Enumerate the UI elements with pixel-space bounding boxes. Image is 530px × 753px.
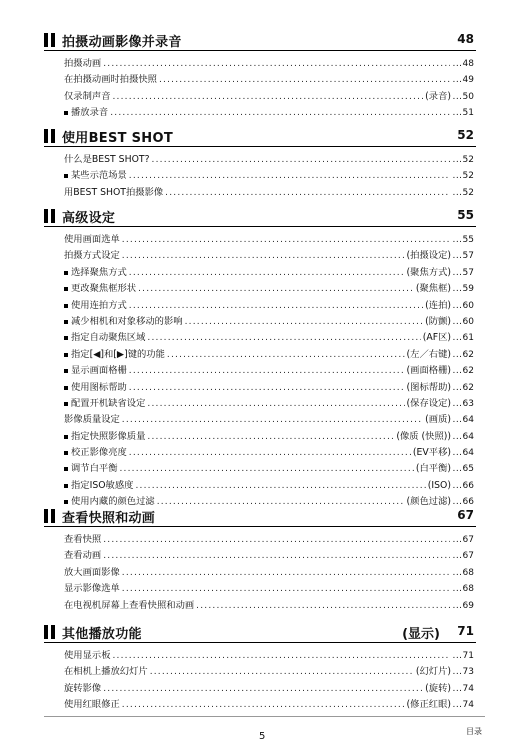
entry-title: 使用图标帮助: [71, 381, 127, 393]
dot-leader: [152, 152, 450, 168]
toc-entry[interactable]: [44, 681, 476, 697]
toc-entry[interactable]: [44, 548, 476, 564]
footer-label: 目录: [466, 727, 482, 736]
entry-page-number: ... 60: [452, 314, 474, 330]
menu-setting-tag: (拍摄设定): [406, 250, 451, 262]
square-bullet-icon: [64, 451, 68, 455]
entry-title: 使用红眼修正: [64, 699, 120, 711]
entry-title: 在电视机屏幕上查看快照和动画: [64, 599, 195, 611]
entry-page-number: ... 61: [452, 330, 474, 346]
entry-page-number: ... 48: [452, 56, 474, 72]
entry-title: 使用连拍方式: [71, 299, 127, 311]
section-marker-icon: [44, 209, 57, 223]
toc-entry[interactable]: [44, 185, 476, 201]
section-page-number[interactable]: 48: [457, 32, 474, 46]
menu-setting-tag: (幻灯片): [415, 666, 451, 678]
menu-setting-tag: (AF区): [422, 332, 451, 344]
dot-leader: [129, 380, 405, 396]
dot-leader: [129, 168, 450, 184]
square-bullet-icon: [64, 369, 68, 373]
dot-leader: [135, 478, 425, 494]
dot-leader: [147, 396, 404, 412]
entry-page-number: ... 66: [452, 494, 474, 510]
dot-leader: [129, 265, 405, 281]
entry-page-number: ... 68: [452, 581, 474, 597]
dot-leader: [122, 581, 450, 597]
toc-entry[interactable]: [44, 664, 476, 680]
section-page-number[interactable]: 52: [457, 128, 474, 142]
entry-title: 使用内藏的颜色过滤: [71, 496, 155, 508]
square-bullet-icon: [64, 484, 68, 488]
section-heading: [44, 622, 476, 643]
entry-page-number: ... 52: [452, 152, 474, 168]
dot-leader: [167, 347, 405, 363]
toc-subentry[interactable]: [44, 330, 476, 346]
section-page-number[interactable]: 71: [457, 624, 474, 638]
square-bullet-icon: [64, 435, 68, 439]
toc-entry[interactable]: [44, 648, 476, 664]
entry-page-number: ... 51: [452, 105, 474, 121]
toc-subentry[interactable]: [44, 363, 476, 379]
menu-setting-tag: (画面格栅): [406, 365, 451, 377]
square-bullet-icon: [64, 386, 68, 390]
square-bullet-icon: [64, 111, 68, 115]
entry-page-number: ... 57: [452, 248, 474, 264]
toc-entry[interactable]: [44, 56, 476, 72]
dot-leader: [122, 232, 450, 248]
entry-page-number: ... 64: [452, 412, 474, 428]
section-marker-icon: [44, 129, 57, 143]
section-page-number[interactable]: 67: [457, 508, 474, 522]
entry-title: 仅录制声音: [64, 90, 111, 102]
entry-page-number: ... 74: [452, 697, 474, 713]
dot-leader: [103, 56, 450, 72]
entry-title: 什么是BEST SHOT?: [64, 154, 150, 165]
entry-title: 查看动画: [64, 550, 102, 562]
entry-page-number: ... 62: [452, 347, 474, 363]
dot-leader: [113, 89, 424, 105]
toc-entry[interactable]: [44, 581, 476, 597]
section-heading: [44, 30, 476, 51]
square-bullet-icon: [64, 467, 68, 471]
menu-setting-tag: (图标帮助): [406, 381, 451, 393]
entry-title: 指定[◀]和[▶]键的功能: [71, 348, 165, 360]
section-heading: [44, 206, 476, 227]
dot-leader: [150, 664, 414, 680]
toc-section: [44, 30, 476, 122]
section-title[interactable]: 使用BEST SHOT: [62, 131, 174, 146]
toc-subentry[interactable]: [44, 347, 476, 363]
menu-setting-tag: (聚焦方式): [406, 266, 451, 278]
entry-page-number: ... 62: [452, 363, 474, 379]
entry-title: 配置开机缺省设定: [71, 397, 146, 409]
entry-page-number: ... 71: [452, 648, 474, 664]
dot-leader: [129, 298, 423, 314]
section-title[interactable]: 拍摄动画影像并录音: [62, 35, 182, 50]
entry-title: 在相机上播放幻灯片: [64, 666, 148, 678]
entry-title: 旋转影像: [64, 682, 102, 694]
entry-page-number: ... 63: [452, 396, 474, 412]
entry-title: 拍摄方式设定: [64, 250, 120, 262]
entry-title: 更改聚焦框形状: [71, 283, 137, 295]
entry-title: 指定快照影像质量: [71, 430, 146, 442]
menu-setting-tag: (录音): [425, 90, 451, 102]
toc-section: [44, 622, 476, 714]
menu-setting-tag: (EV平移): [412, 447, 451, 459]
entry-page-number: ... 55: [452, 232, 474, 248]
square-bullet-icon: [64, 287, 68, 291]
toc-entry[interactable]: [44, 89, 476, 105]
menu-setting-tag: (颜色过滤): [406, 496, 451, 508]
entry-page-number: ... 67: [452, 548, 474, 564]
dot-leader: [122, 412, 423, 428]
dot-leader: [129, 363, 405, 379]
section-title[interactable]: 查看快照和动画: [62, 511, 156, 526]
entry-page-number: ... 66: [452, 478, 474, 494]
toc-subentry[interactable]: [44, 445, 476, 461]
dot-leader: [147, 330, 420, 346]
entry-title: 放大画面影像: [64, 566, 120, 578]
entry-page-number: ... 57: [452, 265, 474, 281]
toc-subentry[interactable]: [44, 314, 476, 330]
entry-title: 播放录音: [71, 107, 109, 119]
page-number: 5: [259, 731, 266, 742]
toc-subentry[interactable]: [44, 478, 476, 494]
menu-setting-tag: (修正红眼): [406, 699, 451, 711]
section-marker-icon: [44, 625, 57, 639]
toc-entry[interactable]: [44, 532, 476, 548]
entry-title: 拍摄动画: [64, 58, 102, 69]
menu-setting-tag: (保存设定): [406, 397, 451, 409]
dot-leader: [103, 548, 450, 564]
toc-section: [44, 206, 476, 511]
menu-setting-tag: (ISO): [427, 479, 451, 491]
dot-leader: [122, 565, 450, 581]
entry-page-number: ... 65: [452, 461, 474, 477]
toc-subentry[interactable]: [44, 461, 476, 477]
entry-title: 选择聚焦方式: [71, 266, 127, 278]
section-heading: [44, 506, 476, 527]
entry-page-number: ... 73: [452, 664, 474, 680]
square-bullet-icon: [64, 174, 68, 178]
toc-entry-list: [44, 643, 476, 714]
entry-page-number: ... 64: [452, 445, 474, 461]
toc-entry[interactable]: [44, 248, 476, 264]
entry-page-number: ... 68: [452, 565, 474, 581]
entry-title: 用BEST SHOT拍摄影像: [64, 186, 164, 198]
toc-entry[interactable]: [44, 72, 476, 88]
dot-leader: [147, 429, 394, 445]
dot-leader: [185, 314, 424, 330]
entry-page-number: ... 62: [452, 380, 474, 396]
entry-title: 指定自动聚焦区域: [71, 332, 146, 344]
dot-leader: [122, 248, 405, 264]
dot-leader: [103, 532, 450, 548]
entry-page-number: ... 69: [452, 598, 474, 614]
section-marker-icon: [44, 33, 57, 47]
entry-page-number: ... 74: [452, 681, 474, 697]
toc-section: [44, 506, 476, 614]
entry-title: 某些示范场景: [71, 170, 127, 182]
entry-title: 减少相机和对象移动的影响: [71, 315, 183, 327]
toc-entry[interactable]: [44, 152, 476, 168]
footer-divider: [44, 716, 485, 717]
toc-entry[interactable]: [44, 232, 476, 248]
toc-subentry[interactable]: [44, 429, 476, 445]
entry-title: 在拍摄动画时拍摄快照: [64, 74, 157, 86]
menu-setting-tag: (像质 (快照)): [396, 430, 451, 442]
square-bullet-icon: [64, 402, 68, 406]
entry-page-number: ... 59: [452, 281, 474, 297]
dot-leader: [113, 648, 451, 664]
entry-page-number: ... 52: [452, 185, 474, 201]
entry-page-number: ... 67: [452, 532, 474, 548]
entry-title: 显示影像选单: [64, 583, 120, 595]
toc-subentry[interactable]: [44, 105, 476, 121]
dot-leader: [122, 697, 405, 713]
menu-setting-tag: (防颤): [425, 315, 451, 327]
entry-title: 使用显示板: [64, 650, 111, 661]
toc-entry[interactable]: [44, 565, 476, 581]
section-menu-tag: (显示): [402, 627, 440, 642]
toc-entry-list: [44, 527, 476, 614]
toc-subentry[interactable]: [44, 281, 476, 297]
menu-setting-tag: (画质): [425, 414, 451, 426]
toc-subentry[interactable]: [44, 380, 476, 396]
section-heading: [44, 126, 476, 147]
menu-setting-tag: (旋转): [425, 682, 451, 694]
entry-page-number: ... 49: [452, 72, 474, 88]
menu-setting-tag: (白平衡): [415, 463, 451, 475]
square-bullet-icon: [64, 353, 68, 357]
square-bullet-icon: [64, 500, 68, 504]
toc-entry-list: [44, 147, 476, 201]
toc-section: [44, 126, 476, 201]
section-title[interactable]: 其他播放功能: [62, 627, 142, 642]
section-title[interactable]: 高级设定: [62, 211, 116, 226]
entry-title: 使用画面选单: [64, 234, 120, 245]
toc-entry[interactable]: [44, 598, 476, 614]
square-bullet-icon: [64, 271, 68, 275]
entry-title: 调节白平衡: [71, 463, 118, 475]
square-bullet-icon: [64, 304, 68, 308]
toc-entry[interactable]: [44, 697, 476, 713]
section-marker-icon: [44, 509, 57, 523]
dot-leader: [120, 461, 414, 477]
dot-leader: [110, 105, 450, 121]
entry-title: 校正影像亮度: [71, 447, 127, 459]
entry-page-number: ... 52: [452, 168, 474, 184]
toc-entry-list: [44, 51, 476, 122]
dot-leader: [196, 598, 450, 614]
entry-title: 查看快照: [64, 534, 102, 545]
dot-leader: [165, 185, 450, 201]
toc-subentry[interactable]: [44, 168, 476, 184]
dot-leader: [138, 281, 414, 297]
dot-leader: [159, 72, 450, 88]
entry-title: 显示画面格栅: [71, 365, 127, 377]
menu-setting-tag: (左／右键): [406, 348, 451, 360]
square-bullet-icon: [64, 320, 68, 324]
menu-setting-tag: (聚焦框): [415, 283, 451, 295]
toc-subentry[interactable]: [44, 265, 476, 281]
dot-leader: [129, 445, 411, 461]
menu-setting-tag: (连拍): [425, 299, 451, 311]
toc-entry[interactable]: [44, 412, 476, 428]
entry-title: 影像质量设定: [64, 414, 120, 426]
square-bullet-icon: [64, 336, 68, 340]
toc-subentry[interactable]: [44, 298, 476, 314]
section-page-number[interactable]: 55: [457, 208, 474, 222]
entry-page-number: ... 60: [452, 298, 474, 314]
entry-page-number: ... 50: [452, 89, 474, 105]
toc-subentry[interactable]: [44, 396, 476, 412]
entry-page-number: ... 64: [452, 429, 474, 445]
dot-leader: [103, 681, 423, 697]
entry-title: 指定ISO敏感度: [71, 479, 134, 491]
toc-entry-list: [44, 227, 476, 511]
